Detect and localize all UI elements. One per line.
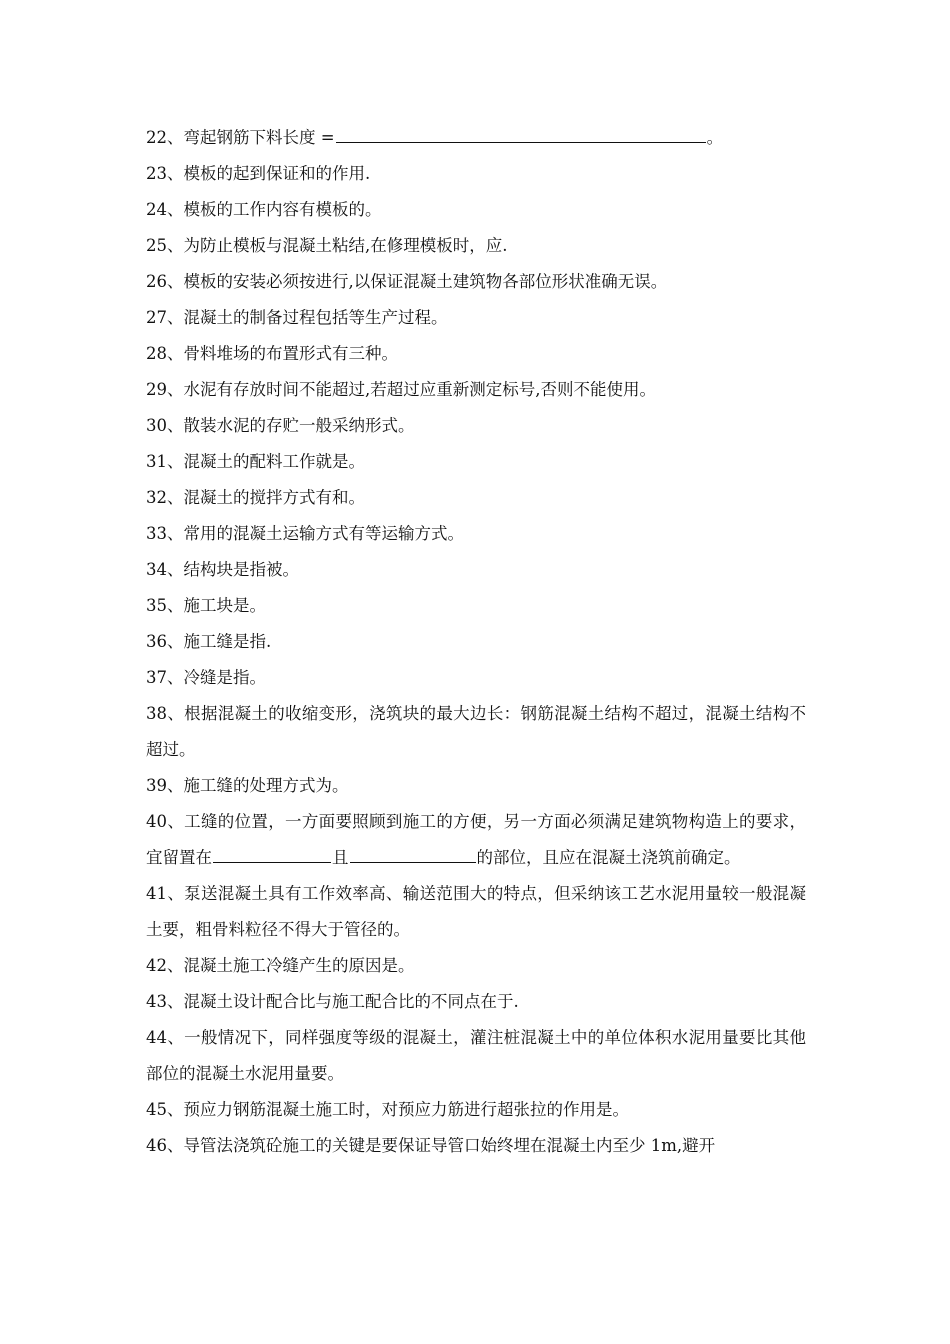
question-31	[146, 444, 806, 480]
question-text: 、混凝土的搅拌方式有和。	[167, 488, 365, 507]
question-text: 、导管法浇筑砼施工的关键是要保证导管口始终埋在混凝土内至少 1m,避开	[167, 1136, 716, 1155]
question-44	[146, 1020, 806, 1092]
question-text-end: 的部位，且应在混凝土浇筑前确定。	[476, 848, 741, 867]
question-number: 28	[146, 344, 167, 363]
question-number: 40	[146, 812, 167, 831]
question-43	[146, 984, 806, 1020]
question-number: 29	[146, 380, 167, 399]
question-text: 、骨料堆场的布置形式有三种。	[167, 344, 398, 363]
question-list	[146, 120, 806, 1164]
question-text: 、弯起钢筋下料长度 =	[167, 128, 335, 147]
question-text-mid: 且	[332, 848, 349, 867]
answer-blank	[350, 842, 476, 863]
question-36	[146, 624, 806, 660]
question-number: 26	[146, 272, 167, 291]
question-32	[146, 480, 806, 516]
question-30	[146, 408, 806, 444]
question-text: 、根据混凝土的收缩变形，浇筑块的最大边长：钢筋混凝土结构不超过，混凝土结构不超过。	[146, 704, 806, 759]
question-text: 、水泥有存放时间不能超过,若超过应重新测定标号,否则不能使用。	[167, 380, 656, 399]
question-number: 34	[146, 560, 167, 579]
question-text: 、混凝土的配料工作就是。	[167, 452, 365, 471]
question-42	[146, 948, 806, 984]
question-number: 38	[146, 704, 167, 723]
question-number: 27	[146, 308, 167, 327]
question-text: 、模板的安装必须按进行,以保证混凝土建筑物各部位形状准确无误。	[167, 272, 668, 291]
question-number: 36	[146, 632, 167, 651]
question-23	[146, 156, 806, 192]
question-37	[146, 660, 806, 696]
question-22	[146, 120, 806, 156]
question-29	[146, 372, 806, 408]
question-text: 、工缝的位置，一方面要照顾到施工的方便，另一方面必须满足建筑物构造上的要求，宜留置在	[146, 812, 806, 867]
question-34	[146, 552, 806, 588]
question-text: 、散装水泥的存贮一般采纳形式。	[167, 416, 415, 435]
question-text: 、常用的混凝土运输方式有等运输方式。	[167, 524, 464, 543]
question-number: 30	[146, 416, 167, 435]
question-number: 43	[146, 992, 167, 1011]
question-27	[146, 300, 806, 336]
question-38	[146, 696, 806, 768]
question-number: 31	[146, 452, 167, 471]
question-number: 41	[146, 884, 167, 903]
question-26	[146, 264, 806, 300]
question-number: 39	[146, 776, 167, 795]
question-text: 、混凝土的制备过程包括等生产过程。	[167, 308, 448, 327]
question-number: 25	[146, 236, 167, 255]
question-number: 45	[146, 1100, 167, 1119]
question-25	[146, 228, 806, 264]
question-number: 35	[146, 596, 167, 615]
question-number: 33	[146, 524, 167, 543]
question-number: 44	[146, 1028, 167, 1047]
question-number: 37	[146, 668, 167, 687]
question-text: 、预应力钢筋混凝土施工时，对预应力筋进行超张拉的作用是。	[167, 1100, 629, 1119]
question-35	[146, 588, 806, 624]
question-text: 、施工缝的处理方式为。	[167, 776, 349, 795]
question-39	[146, 768, 806, 804]
question-number: 46	[146, 1136, 167, 1155]
question-number: 32	[146, 488, 167, 507]
question-24	[146, 192, 806, 228]
question-number: 23	[146, 164, 167, 183]
question-41	[146, 876, 806, 948]
question-text-end: 。	[706, 128, 724, 147]
answer-blank	[336, 122, 706, 143]
question-text: 、冷缝是指。	[167, 668, 266, 687]
question-text: 、模板的起到保证和的作用.	[167, 164, 371, 183]
question-40	[146, 804, 806, 876]
question-text: 、结构块是指被。	[167, 560, 299, 579]
question-45	[146, 1092, 806, 1128]
question-text: 、泵送混凝土具有工作效率高、输送范围大的特点，但采纳该工艺水泥用量较一般混凝土要，粗骨料粒径不得大于管径的。	[146, 884, 806, 939]
question-text: 、施工缝是指.	[167, 632, 272, 651]
question-text: 、混凝土设计配合比与施工配合比的不同点在于.	[167, 992, 519, 1011]
answer-blank	[213, 842, 331, 863]
question-text: 、为防止模板与混凝土粘结,在修理模板时，应.	[167, 236, 508, 255]
question-text: 、模板的工作内容有模板的。	[167, 200, 382, 219]
question-text: 、一般情况下，同样强度等级的混凝土，灌注桩混凝土中的单位体积水泥用量要比其他部位的混凝土水泥用量要。	[146, 1028, 806, 1083]
question-33	[146, 516, 806, 552]
question-28	[146, 336, 806, 372]
question-text: 、施工块是。	[167, 596, 266, 615]
question-text: 、混凝土施工冷缝产生的原因是。	[167, 956, 415, 975]
question-number: 24	[146, 200, 167, 219]
question-number: 42	[146, 956, 167, 975]
question-number: 22	[146, 128, 167, 147]
question-46	[146, 1128, 806, 1164]
